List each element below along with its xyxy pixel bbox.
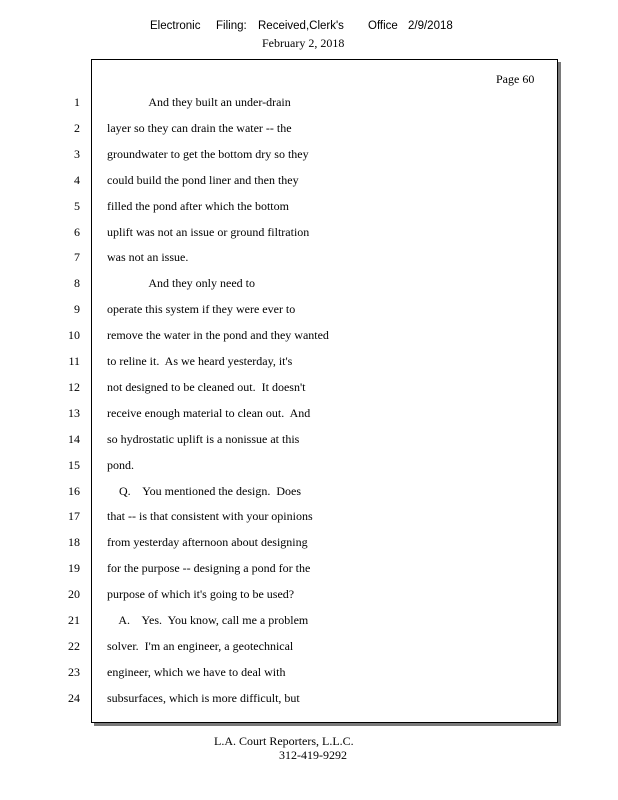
- line-number: 24: [68, 691, 80, 705]
- reporter-name: L.A. Court Reporters, L.L.C.: [214, 734, 354, 748]
- line-text: not designed to be cleaned out. It doesn't: [107, 380, 306, 394]
- line-number: 19: [68, 561, 80, 575]
- filing-stamp-word: Office: [368, 20, 398, 32]
- line-number: 11: [68, 354, 80, 368]
- line-text: pond.: [107, 458, 134, 472]
- line-text: for the purpose -- designing a pond for the: [107, 561, 311, 575]
- line-number: 6: [74, 225, 80, 239]
- line-text: purpose of which it's going to be used?: [107, 587, 295, 601]
- line-text: remove the water in the pond and they wanted: [107, 328, 329, 342]
- line-number: 9: [74, 302, 80, 316]
- line-text: could build the pond liner and then they: [107, 173, 299, 187]
- line-number: 10: [68, 328, 80, 342]
- line-number: 3: [74, 147, 80, 161]
- reporter-phone: 312-419-9292: [279, 748, 347, 762]
- line-number: 5: [74, 199, 80, 213]
- transcript-date: February 2, 2018: [262, 36, 345, 50]
- line-text: uplift was not an issue or ground filtration: [107, 225, 310, 239]
- line-number: 8: [74, 276, 80, 290]
- line-number: 1: [74, 95, 80, 109]
- line-number: 23: [68, 665, 80, 679]
- line-number: 18: [68, 535, 80, 549]
- line-text: was not an issue.: [107, 250, 189, 264]
- line-text: groundwater to get the bottom dry so they: [107, 147, 309, 161]
- line-number: 12: [68, 380, 80, 394]
- line-number: 7: [74, 250, 80, 264]
- line-text: to reline it. As we heard yesterday, it's: [107, 354, 293, 368]
- line-text: from yesterday afternoon about designing: [107, 535, 308, 549]
- line-text: operate this system if they were ever to: [107, 302, 296, 316]
- line-text: that -- is that consistent with your opinions: [107, 509, 313, 523]
- line-number: 13: [68, 406, 80, 420]
- line-number: 17: [68, 509, 80, 523]
- line-text: And they built an under-drain: [107, 95, 291, 109]
- line-text: solver. I'm an engineer, a geotechnical: [107, 639, 294, 653]
- page-number: Page 60: [496, 72, 535, 86]
- line-text: so hydrostatic uplift is a nonissue at this: [107, 432, 300, 446]
- line-number: 14: [68, 432, 80, 446]
- line-text: engineer, which we have to deal with: [107, 665, 286, 679]
- line-number: 16: [68, 484, 80, 498]
- line-text: A. Yes. You know, call me a problem: [107, 613, 309, 627]
- filing-stamp-date: 2/9/2018: [408, 20, 453, 32]
- line-number: 15: [68, 458, 80, 472]
- line-text: filled the pond after which the bottom: [107, 199, 289, 213]
- line-number: 2: [74, 121, 80, 135]
- filing-stamp-word: Electronic: [150, 20, 201, 32]
- line-text: And they only need to: [107, 276, 255, 290]
- line-number: 21: [68, 613, 80, 627]
- line-number: 20: [68, 587, 80, 601]
- line-number: 4: [74, 173, 80, 187]
- filing-stamp-word: Filing:: [216, 20, 247, 32]
- line-text: Q. You mentioned the design. Does: [107, 484, 301, 498]
- line-text: layer so they can drain the water -- the: [107, 121, 292, 135]
- line-text: receive enough material to clean out. And: [107, 406, 311, 420]
- filing-stamp-word: Received,Clerk's: [258, 20, 344, 32]
- line-number: 22: [68, 639, 80, 653]
- line-text: subsurfaces, which is more difficult, but: [107, 691, 300, 705]
